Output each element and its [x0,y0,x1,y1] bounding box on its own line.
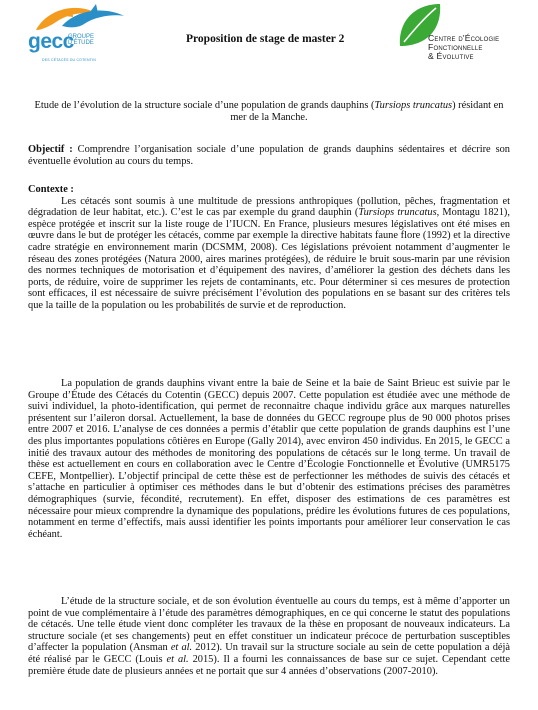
objective-text: Comprendre l’organisation sociale d’une population de grands dauphins sédentaires et décrire son éventuelle évolution au cours du temps. [28,144,510,167]
cefe-line-2: Fonctionnelle [428,42,483,53]
context-p1-text-a: Les cétacés sont soumis à une multitude de pressions anthropiques (pollution, pêches, fragmentation et dégradation de leur habitat, etc.). C’est le cas par exemple du grand dauphin ( [28,195,510,219]
cefe-line-1: Centre d'Écologie [428,33,500,43]
context-p1-species: Tursiops truncatus [358,207,437,219]
context-p3 [28,596,510,677]
context-section [28,184,510,312]
subject-heading [28,100,510,123]
gecc-logo [26,4,136,66]
cefe-line-3: & Évolutive [428,51,474,62]
subject-part-1: Etude de l’évolution de la structure sociale d’une population de grands dauphins ( [34,100,375,111]
page-title: Proposition de stage de master 2 [186,33,345,45]
gecc-logo-subtitle: GROUPE D'ÉTUDE [68,34,95,46]
context-p1-text-b: , Montagu 1821), espèce protégée et inscrit sur la liste rouge de l’IUCN. En France, plusieurs mesures législatives ont été mises en œuvre dans le but de protéger les cétacés, comme par exemple la directive habitats faune flore (1992) et la directive cadre stratégie en environnement marin (DCSMM, 2008). Ces législations prévoient notamment d’augmenter le réseau des zones protégées (Natura 2000, aires marines protégées), de réduire le bruit sous-marin par une révision des normes techniques de motorisation et d’équipement des navires, d’améliorer la gestion des déchets dans les ports, de réduire, voire de supprimer les rejets de contaminants, etc. Pour déterminer si ces mesures de protection sont efficaces, il est nécessaire de suivre précisément l’évolution des populations en se basant sur des critères tels que la taille de la population ou les probabilités de survie et de reproduction. [28,207,510,311]
context-p3-etal-2: et al. [166,653,189,665]
context-p2-text: La population de grands dauphins vivant entre la baie de Seine et la baie de Saint Brieuc est suivie par le Groupe d’Étude des Cétacés du Cotentin (GECC) depuis 2007. Cette population est étudiée avec une méthode de suivi individuel, la photo-identification, qui permet de reconnaitre chaque individu grâce aux marques naturelles présentent sur l’aileron dorsal. Actuellement, la base de données du GECC regroupe plus de 90 000 photos prises entre 2007 et 2016. L’analyse de ces données a permis d’établir que cette population de grands dauphins est l’une des plus importantes populations côtières en Europe (Gally 2014), avec environ 450 individus. En 2015, le GECC a initié des travaux autour des méthodes de monitoring des populations de cétacés sur le long terme. Un travail de thèse est actuellement en cours en collaboration avec le Centre d’Écologie Fonctionnelle et Évolutive (UMR5175 CEFE, Montpellier). L’objectif principal de cette thèse est de perfectionner les méthodes de suivis des cétacés et s’attache en particulier à optimiser ces méthodes dans le but d’obtenir des estimations précises des paramètres démographiques (survie, fécondité, recrutement). En effet, disposer des estimations de ces paramètres est nécessaire pour mieux comprendre la dynamique des populations, prédire les évolutions futures de ces populations, notamment en terme d’effectifs, mais aussi identifier les points importants pour améliorer leur conservation le cas échéant. [28,378,510,540]
context-p3-text-b: 2012). Un travail sur la structure sociale au sein de cette population a déjà été réalisé par le GECC (Louis [28,642,510,665]
cefe-logo-text [428,34,499,62]
objective-label: Objectif : [28,144,73,155]
cefe-logo [392,2,532,76]
header [0,0,538,80]
subject-species: Tursiops truncatus [374,100,453,111]
context-p3-text-c: 2015). Il a fourni les connaissances de base sur ce sujet. Cependant cette première étude date de plusieurs années et ne portait que sur 4 années d’observations (2007-2010). [28,653,510,677]
context-p3-etal-1: et al. [170,642,193,654]
objective-section [28,144,510,167]
context-label: Contexte : [28,184,74,195]
gecc-logo-word: gecc [28,30,74,53]
context-paragraph-2 [28,378,510,540]
subject-part-2: ) résidant en mer de la Manche. [230,100,504,123]
gecc-logo-subtitle2: DES CÉTACÉS DU COTENTIN [42,58,96,62]
context-paragraph-3 [28,596,510,677]
context-p3-text-a: L’étude de la structure sociale, et de son évolution éventuelle au cours du temps, est à même d’apporter un point de vue complémentaire à l’étude des paramètres démographiques, en ce qui concerne le statut des populations de cétacés. Une telle étude vient donc compléter les travaux de la thèse en proposant de nouveaux indicateurs. La structure sociale (et ses changements) peut en effet constituer un indicateur précoce de perturbation susceptibles d’affecter la population (Ansman [28,596,510,654]
context-paragraph-1 [28,196,510,312]
